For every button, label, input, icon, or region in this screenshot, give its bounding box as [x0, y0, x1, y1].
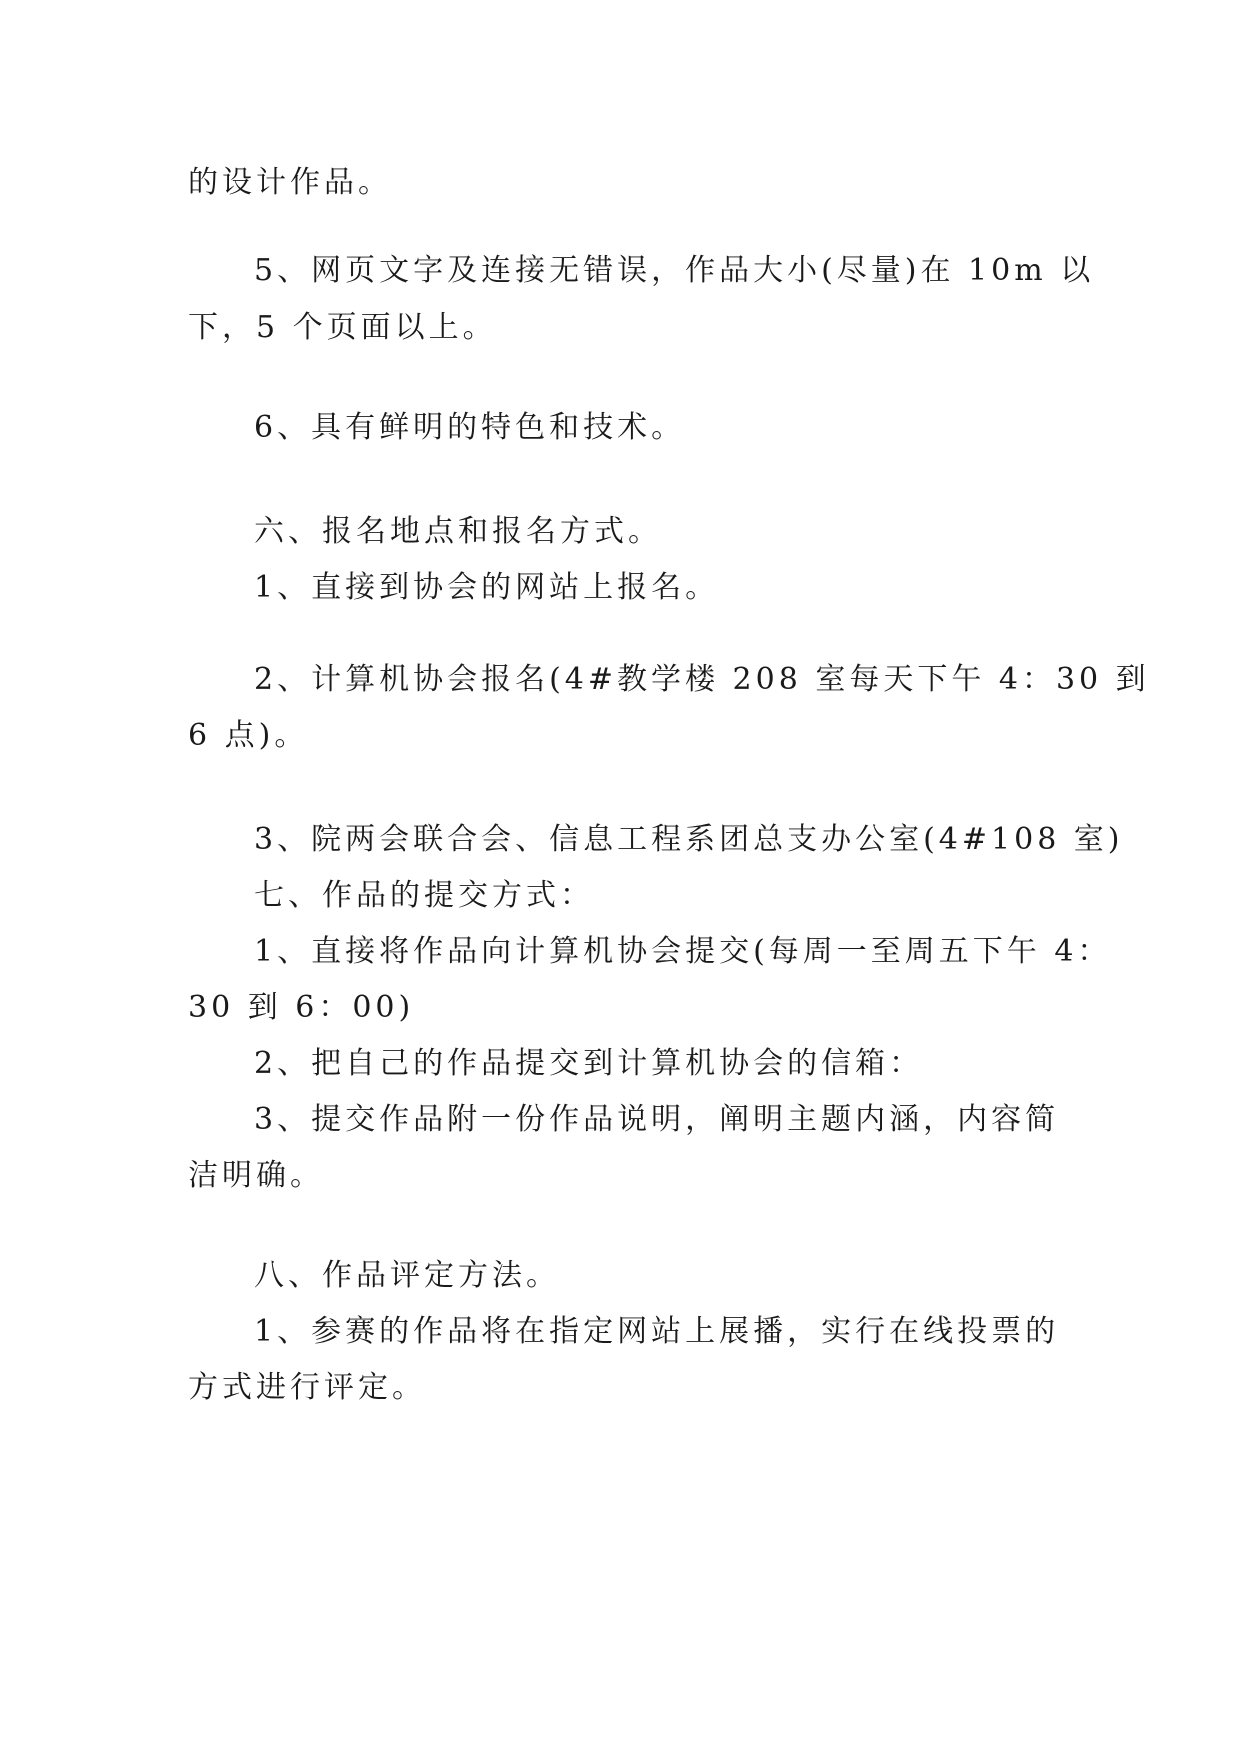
paragraph-line: 2、把自己的作品提交到计算机协会的信箱：: [254, 1046, 924, 1081]
paragraph-line: 1、直接将作品向计算机协会提交(每周一至周五下午 4：: [254, 934, 1112, 969]
paragraph-line: 6、具有鲜明的特色和技术。: [254, 410, 686, 445]
paragraph-line: 方式进行评定。: [188, 1370, 426, 1405]
section-heading: 八、作品评定方法。: [254, 1258, 560, 1293]
paragraph-line: 1、直接到协会的网站上报名。: [254, 570, 720, 605]
section-heading: 六、报名地点和报名方式。: [254, 514, 662, 549]
paragraph-line: 3、院两会联合会、信息工程系团总支办公室(4#108 室): [254, 822, 1124, 857]
paragraph-line: 6 点)。: [188, 718, 309, 753]
paragraph-line: 洁明确。: [188, 1158, 324, 1193]
paragraph-line: 1、参赛的作品将在指定网站上展播，实行在线投票的: [254, 1314, 1060, 1349]
paragraph-line: 的设计作品。: [188, 165, 392, 200]
paragraph-line: 3、提交作品附一份作品说明，阐明主题内涵，内容简: [254, 1102, 1060, 1137]
paragraph-line: 2、计算机协会报名(4#教学楼 208 室每天下午 4：30 到: [254, 662, 1150, 697]
paragraph-line: 5、网页文字及连接无错误，作品大小(尽量)在 10m 以: [254, 253, 1095, 288]
paragraph-line: 下，5 个页面以上。: [188, 310, 497, 345]
paragraph-line: 30 到 6：00): [188, 990, 415, 1025]
section-heading: 七、作品的提交方式：: [254, 878, 594, 913]
